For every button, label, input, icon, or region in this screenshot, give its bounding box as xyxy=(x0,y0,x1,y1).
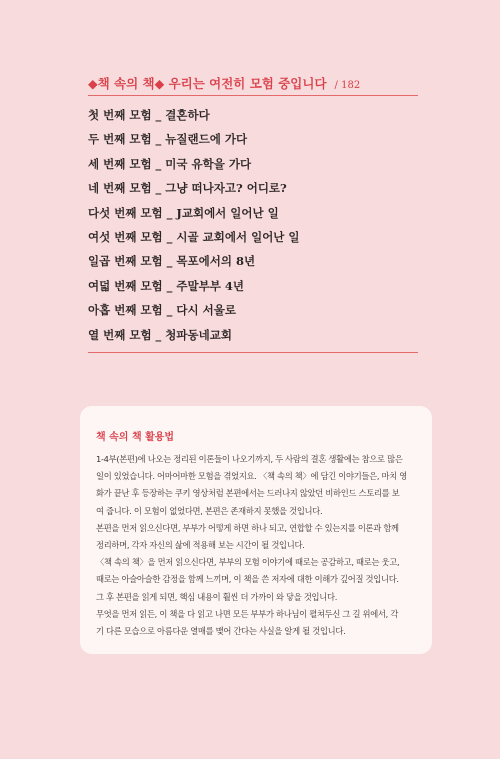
guide-line: 무엇을 먼저 읽든, 이 책을 다 읽고 나면 모든 부부가 하나님이 펼쳐두신 그 길 위에서, 각 xyxy=(96,608,399,619)
section-header xyxy=(88,74,418,96)
guide-line: 〈책 속의 책〉을 먼저 읽으신다면, 부부의 모험 이야기에 때로는 공감하고, 때로는 웃고, xyxy=(96,557,400,568)
page-number: / 182 xyxy=(334,80,361,91)
contents-item: 첫 번째 모험 _ 결혼하다 xyxy=(88,108,210,122)
guide-line: 때로는 아슬아슬한 감정을 함께 느끼며, 이 책을 쓴 저자에 대한 이해가 깊어질 것입니다. xyxy=(96,574,399,585)
guide-line: 본편을 먼저 읽으신다면, 부부가 어떻게 하면 하나 되고, 연합할 수 있는지를 이론과 함께 xyxy=(96,522,399,533)
contents-item: 일곱 번째 모험 _ 목포에서의 8년 xyxy=(88,254,256,269)
contents-item: 두 번째 모험 _ 뉴질랜드에 가다 xyxy=(88,132,248,147)
contents-item: 세 번째 모험 _ 미국 유학을 가다 xyxy=(88,156,252,171)
guide-line: 일이 있었습니다. 어마어마한 모험을 겪었지요. 〈책 속의 책〉에 담긴 이야기들은, 마치 영 xyxy=(96,471,408,482)
guide-line: 정리하며, 각자 자신의 삶에 적용해 보는 시간이 될 것입니다. xyxy=(96,540,305,551)
contents-list xyxy=(88,103,418,347)
contents-item: 열 번째 모험 _ 청파동네교회 xyxy=(88,327,232,342)
guide-line: 1-4부(본편)에 나오는 정리된 이론들이 나오기까지, 두 사람의 결혼 생활에는 참으로 많은 xyxy=(96,454,403,464)
guide-line: 기 다른 모습으로 아름다운 열매를 맺어 간다는 사실을 알게 될 것입니다. xyxy=(96,626,346,637)
contents-item: 여섯 번째 모험 _ 시골 교회에서 일어난 일 xyxy=(88,229,300,244)
contents-item: 다섯 번째 모험 _ J교회에서 일어난 일 xyxy=(88,205,279,220)
guide-box xyxy=(80,406,432,654)
contents-item: 네 번째 모험 _ 그냥 떠나자고? 어디로? xyxy=(88,181,287,196)
guide-line: 그 후 본편을 읽게 되면, 핵심 내용이 훨씬 더 가까이 와 닿을 것입니다. xyxy=(96,591,338,602)
contents-item: 아홉 번째 모험 _ 다시 서울로 xyxy=(88,303,236,318)
guide-title: 책 속의 책 활용법 xyxy=(96,432,175,443)
guide-line: 화가 끝난 후 등장하는 쿠키 영상처럼 본편에서는 드러나지 않았던 비하인드 스토리를 보 xyxy=(96,488,400,499)
contents-item: 여덟 번째 모험 _ 주말부부 4년 xyxy=(88,278,244,293)
guide-line: 여 줍니다. 이 모험이 없었다면, 본편은 존재하지 못했을 것입니다. xyxy=(96,505,323,516)
divider xyxy=(88,352,418,353)
section-title: ◆책 속의 책◆ 우리는 여전히 모험 중입니다 xyxy=(88,76,327,91)
